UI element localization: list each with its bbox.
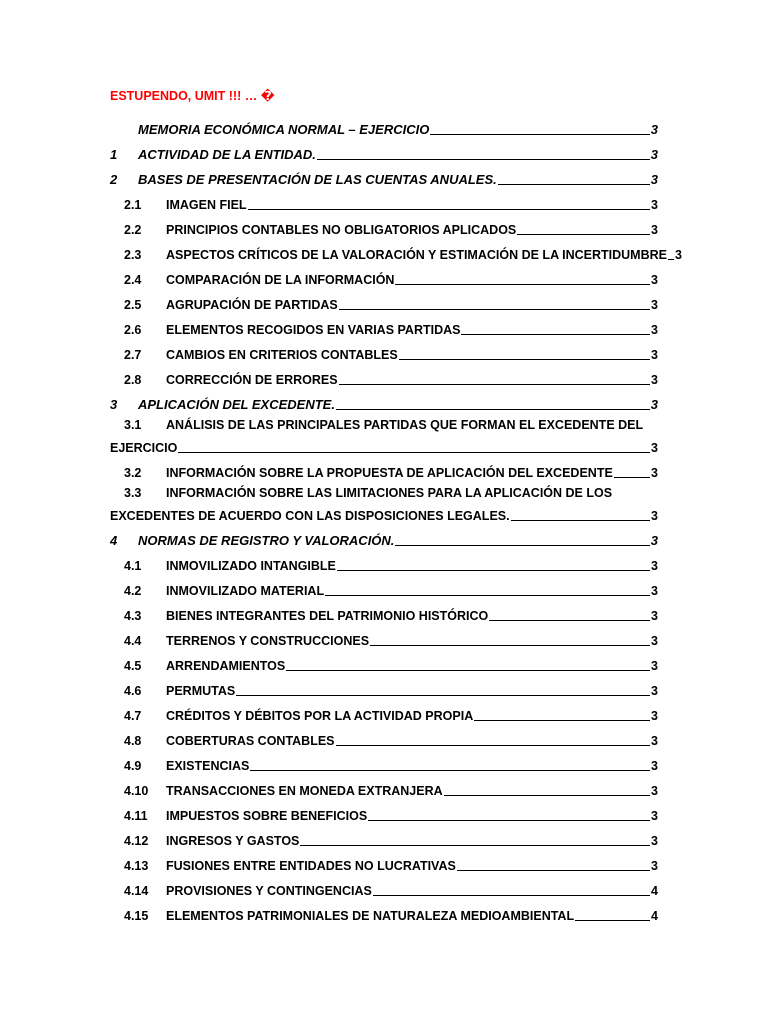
toc-entry[interactable]	[110, 266, 658, 291]
leader-line	[395, 545, 649, 546]
toc-entry-page: 3	[651, 466, 658, 480]
toc-entry-page: 3	[651, 609, 658, 623]
toc-entry-number: 3.1	[124, 418, 142, 432]
leader-line	[336, 409, 650, 410]
toc-entry-number: 4.10	[124, 784, 149, 798]
toc-entry[interactable]	[110, 702, 658, 727]
toc-entry-title: PRINCIPIOS CONTABLES NO OBLIGATORIOS APLICADOS	[166, 223, 517, 237]
toc-entry-title: PROVISIONES Y CONTINGENCIAS	[166, 884, 372, 898]
toc-entry-page: 3	[650, 147, 658, 162]
toc-entry-title: IMPUESTOS SOBRE BENEFICIOS	[166, 809, 368, 823]
toc-entry[interactable]	[110, 341, 658, 366]
leader-line	[614, 477, 650, 478]
toc-entry-title: ARRENDAMIENTOS	[166, 659, 286, 673]
leader-line	[339, 384, 651, 385]
leader-line	[236, 695, 650, 696]
toc-entry-title-continued: EJERCICIO	[110, 441, 178, 455]
toc-entry[interactable]	[110, 877, 658, 902]
toc-entry-title: MEMORIA ECONÓMICA NORMAL – EJERCICIO	[138, 122, 430, 137]
leader-line	[300, 845, 650, 846]
toc-entry-title: TERRENOS Y CONSTRUCCIONES	[166, 634, 370, 648]
leader-line	[430, 134, 649, 135]
toc-entry[interactable]	[110, 216, 658, 241]
toc-entry[interactable]	[110, 366, 658, 391]
toc-entry[interactable]	[110, 752, 658, 777]
toc-entry-title: ELEMENTOS PATRIMONIALES DE NATURALEZA MEDIOAMBIENTAL	[166, 909, 575, 923]
toc-entry-number: 4.1	[124, 559, 142, 573]
toc-entry-number: 4.5	[124, 659, 142, 673]
toc-entry-title: FUSIONES ENTRE ENTIDADES NO LUCRATIVAS	[166, 859, 456, 873]
leader-line	[370, 645, 650, 646]
toc-entry[interactable]	[110, 652, 658, 677]
toc-entry-number: 2.8	[124, 373, 142, 387]
leader-line	[444, 795, 650, 796]
toc-entry-title: TRANSACCIONES EN MONEDA EXTRANJERA	[166, 784, 443, 798]
toc-entry-title: PERMUTAS	[166, 684, 236, 698]
toc-entry[interactable]	[110, 777, 658, 802]
toc-entry[interactable]	[110, 677, 658, 702]
leader-line	[457, 870, 650, 871]
toc-entry-title: ANÁLISIS DE LAS PRINCIPALES PARTIDAS QUE FORMAN EL EXCEDENTE DEL	[166, 418, 644, 432]
toc-entry[interactable]	[110, 191, 658, 216]
toc-entry-page: 3	[651, 373, 658, 387]
leader-line	[317, 159, 650, 160]
leader-line	[286, 670, 650, 671]
toc-entry[interactable]	[110, 602, 658, 627]
toc-entry-page: 3	[650, 172, 658, 187]
toc-entry-number: 2.6	[124, 323, 142, 337]
toc-entry-page: 3	[651, 859, 658, 873]
toc-entry-title: EXISTENCIAS	[166, 759, 250, 773]
toc-entry[interactable]	[110, 852, 658, 877]
toc-entry-page: 3	[651, 784, 658, 798]
toc-entry-title: IMAGEN FIEL	[166, 198, 247, 212]
toc-entry[interactable]	[110, 291, 658, 316]
toc-entry-title: INGRESOS Y GASTOS	[166, 834, 300, 848]
leader-line	[336, 745, 651, 746]
toc-entry[interactable]	[110, 727, 658, 752]
toc-entry[interactable]	[110, 902, 658, 927]
toc-entry-number: 2.4	[124, 273, 142, 287]
leader-line	[248, 209, 650, 210]
toc-entry-number: 3.3	[124, 486, 142, 500]
toc-entry[interactable]	[110, 391, 658, 416]
toc-entry[interactable]	[110, 316, 658, 341]
leader-line	[250, 770, 650, 771]
toc-entry-page: 3	[650, 122, 658, 137]
toc-entry-title: COMPARACIÓN DE LA INFORMACIÓN	[166, 273, 395, 287]
toc-entry-page: 3	[651, 509, 658, 523]
toc-entry-number: 4.6	[124, 684, 142, 698]
toc-entry-page: 3	[651, 734, 658, 748]
toc-entry-page: 3	[651, 684, 658, 698]
toc-entry-page: 3	[651, 348, 658, 362]
leader-line	[399, 359, 650, 360]
toc-entry-page: 3	[651, 298, 658, 312]
toc-entry[interactable]	[110, 577, 658, 602]
leader-line	[178, 452, 650, 453]
toc-entry[interactable]	[110, 166, 658, 191]
toc-entry-page: 3	[651, 759, 658, 773]
leader-line	[498, 184, 650, 185]
toc-entry-number: 3	[110, 397, 118, 412]
toc-entry-page: 3	[651, 809, 658, 823]
toc-entry-title-continued: EXCEDENTES DE ACUERDO CON LAS DISPOSICIONES LEGALES.	[110, 509, 510, 523]
toc-entry-number: 2.2	[124, 223, 142, 237]
toc-entry-page: 3	[651, 834, 658, 848]
toc-entry-number: 2.1	[124, 198, 142, 212]
toc-entry[interactable]	[110, 459, 658, 484]
toc-entry-page: 3	[651, 709, 658, 723]
leader-line	[339, 309, 650, 310]
toc-entry-number: 2.5	[124, 298, 142, 312]
toc-entry-number: 4.14	[124, 884, 149, 898]
toc-entry-page: 3	[674, 248, 682, 262]
leader-line	[517, 234, 650, 235]
toc-entry-page: 3	[650, 533, 658, 548]
toc-entry-title: INFORMACIÓN SOBRE LAS LIMITACIONES PARA LA APLICACIÓN DE LOS	[166, 486, 613, 500]
toc-entry-page: 3	[651, 441, 658, 455]
leader-line	[668, 259, 674, 260]
toc-entry-number: 4.2	[124, 584, 142, 598]
toc-entry[interactable]	[110, 416, 658, 459]
leader-line	[325, 595, 650, 596]
toc-entry-number: 4.11	[124, 809, 148, 823]
toc-entry-title: AGRUPACIÓN DE PARTIDAS	[166, 298, 338, 312]
table-of-contents	[110, 114, 682, 927]
toc-entry-page: 4	[651, 884, 658, 898]
leader-line	[368, 820, 650, 821]
toc-entry-number: 2	[110, 172, 118, 187]
toc-entry-number: 4.7	[124, 709, 142, 723]
toc-entry[interactable]	[110, 527, 658, 552]
toc-entry[interactable]	[110, 802, 658, 827]
toc-entry-page: 3	[651, 223, 658, 237]
leader-line	[489, 620, 650, 621]
toc-entry-number: 4.8	[124, 734, 142, 748]
toc-entry-title: ACTIVIDAD DE LA ENTIDAD.	[138, 147, 316, 162]
leader-line	[461, 334, 650, 335]
leader-line	[395, 284, 650, 285]
toc-entry-page: 3	[651, 273, 658, 287]
toc-entry[interactable]	[110, 484, 658, 527]
toc-entry-title: NORMAS DE REGISTRO Y VALORACIÓN.	[138, 533, 395, 548]
toc-entry-title: CAMBIOS EN CRITERIOS CONTABLES	[166, 348, 398, 362]
toc-entry-number: 4.9	[124, 759, 142, 773]
toc-entry-title: APLICACIÓN DEL EXCEDENTE.	[138, 397, 335, 412]
toc-entry-page: 3	[651, 559, 658, 573]
toc-entry-number: 4.4	[124, 634, 142, 648]
toc-entry-number: 1	[110, 147, 118, 162]
toc-entry-title: INFORMACIÓN SOBRE LA PROPUESTA DE APLICACIÓN DEL EXCEDENTE	[166, 466, 613, 480]
toc-entry-number: 2.3	[124, 248, 142, 262]
toc-entry-title: INMOVILIZADO MATERIAL	[166, 584, 325, 598]
toc-entry-title: CORRECCIÓN DE ERRORES	[166, 373, 338, 387]
toc-entry[interactable]	[110, 627, 658, 652]
toc-entry[interactable]	[110, 552, 658, 577]
leader-line	[575, 920, 650, 921]
toc-entry[interactable]	[110, 241, 682, 266]
toc-entry-page: 3	[650, 397, 658, 412]
toc-entry[interactable]	[110, 827, 658, 852]
toc-entry-page: 4	[651, 909, 658, 923]
toc-entry-page: 3	[651, 659, 658, 673]
toc-entry-title: INMOVILIZADO INTANGIBLE	[166, 559, 336, 573]
toc-entry-number: 4	[110, 533, 118, 548]
toc-entry-number: 4.15	[124, 909, 149, 923]
toc-entry-title: BIENES INTEGRANTES DEL PATRIMONIO HISTÓRICO	[166, 609, 489, 623]
toc-entry-title: COBERTURAS CONTABLES	[166, 734, 335, 748]
toc-entry-title: BASES DE PRESENTACIÓN DE LAS CUENTAS ANUALES.	[138, 172, 497, 187]
toc-entry-title: ELEMENTOS RECOGIDOS EN VARIAS PARTIDAS	[166, 323, 461, 337]
toc-entry-number: 4.3	[124, 609, 142, 623]
toc-entry-page: 3	[651, 198, 658, 212]
toc-entry[interactable]	[110, 141, 658, 166]
page-heading: ESTUPENDO, UMIT !!! … �	[110, 89, 275, 103]
leader-line	[373, 895, 650, 896]
leader-line	[511, 520, 650, 521]
leader-line	[337, 570, 650, 571]
toc-entry-page: 3	[651, 323, 658, 337]
toc-entry-number: 3.2	[124, 466, 142, 480]
toc-entry-number: 4.12	[124, 834, 149, 848]
toc-entry-page: 3	[651, 634, 658, 648]
toc-entry-page: 3	[651, 584, 658, 598]
toc-entry-number: 2.7	[124, 348, 142, 362]
toc-entry-number: 4.13	[124, 859, 149, 873]
leader-line	[474, 720, 650, 721]
toc-entry-title: CRÉDITOS Y DÉBITOS POR LA ACTIVIDAD PROPIA	[166, 709, 474, 723]
toc-entry-title: ASPECTOS CRÍTICOS DE LA VALORACIÓN Y ESTIMACIÓN DE LA INCERTIDUMBRE	[166, 248, 667, 262]
toc-entry[interactable]	[110, 114, 658, 141]
